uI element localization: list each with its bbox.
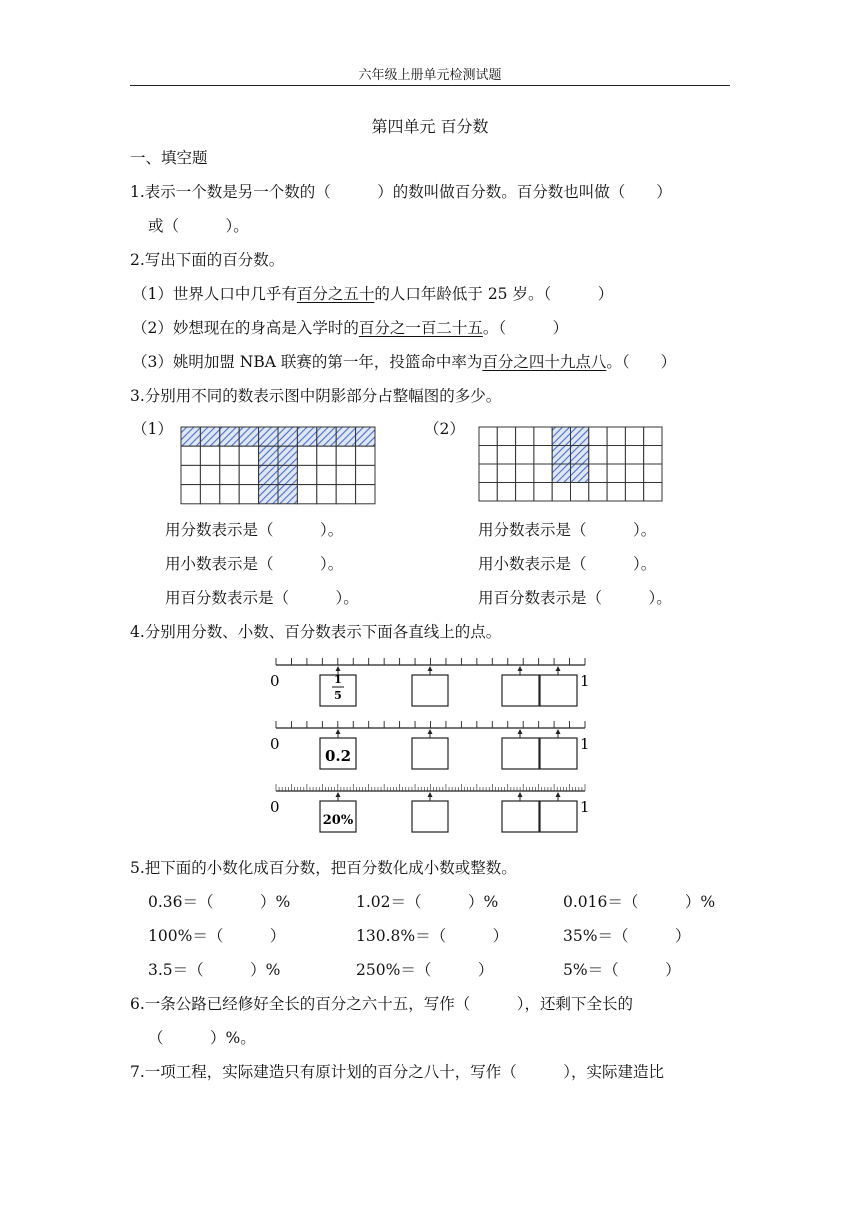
item-text: （2）妙想现在的身高是入学时的 — [132, 319, 359, 337]
grid-cell — [497, 427, 515, 446]
grid-cell — [625, 427, 643, 446]
question-2-item-1 — [132, 282, 613, 304]
zero-label: 0 — [270, 672, 280, 690]
grid-cell — [571, 483, 589, 502]
shaded-cell — [336, 427, 355, 446]
decimal-prompt-1: 用小数表示是（ ）。 — [165, 555, 344, 573]
page-title: 第四单元 百分数 — [371, 117, 489, 136]
arrow-head — [556, 792, 561, 797]
grid-cell — [336, 446, 355, 465]
grid-cell — [516, 483, 534, 502]
grid-cell — [479, 464, 497, 483]
header-rule — [130, 85, 730, 86]
conversion-item: 0.36＝（ ）% — [148, 893, 291, 911]
percent-box-text: 20% — [322, 813, 354, 828]
shaded-cell — [571, 464, 589, 483]
shaded-cell — [552, 464, 570, 483]
fraction-prompt-1: 用分数表示是（ ）。 — [165, 521, 344, 539]
one-label: 1 — [580, 672, 590, 690]
grid-cell — [297, 446, 316, 465]
grid-cell — [479, 427, 497, 446]
shaded-cell — [239, 427, 258, 446]
grid-cell — [479, 446, 497, 465]
grid-cell — [607, 483, 625, 502]
item-text: （1）世界人口中几乎有 — [132, 285, 297, 303]
shaded-cell — [278, 465, 297, 484]
grid-cell — [516, 427, 534, 446]
grid-cell — [589, 464, 607, 483]
zero-label: 0 — [270, 798, 280, 816]
conversion-item: 3.5＝（ ）% — [148, 961, 281, 979]
answer-box[interactable] — [540, 675, 577, 706]
shaded-cell — [278, 446, 297, 465]
arrow-head — [336, 729, 341, 734]
answer-box[interactable] — [412, 801, 448, 832]
conversion-item: 35%＝（ ） — [563, 927, 691, 945]
grid-cell — [534, 446, 552, 465]
grid-cell — [534, 464, 552, 483]
item-text: 。（ ） — [606, 353, 677, 371]
shaded-cell — [259, 485, 278, 504]
grid-cell — [317, 485, 336, 504]
decimal-prompt-2: 用小数表示是（ ）。 — [478, 555, 657, 573]
grid-cell — [644, 427, 662, 446]
conversion-item: 5%＝（ ） — [563, 961, 681, 979]
item-text: 。（ ） — [482, 319, 569, 337]
grid-cell — [220, 485, 239, 504]
question-5-stem: 5.把下面的小数化成百分数，把百分数化成小数或整数。 — [130, 859, 517, 877]
question-6-line-1: 6.一条公路已经修好全长的百分之六十五，写作（ ），还剩下全长的 — [130, 995, 634, 1013]
underlined-term: 百分之四十九点八 — [482, 353, 607, 371]
grid-cell — [497, 483, 515, 502]
arrow-head — [428, 792, 433, 797]
grid-cell — [356, 446, 375, 465]
one-label: 1 — [580, 735, 590, 753]
grid-cell — [181, 465, 200, 484]
grid-cell — [625, 464, 643, 483]
grid-cell — [607, 464, 625, 483]
shaded-cell — [278, 427, 297, 446]
grid-cell — [220, 465, 239, 484]
number-lines — [260, 650, 600, 840]
shaded-cell — [571, 446, 589, 465]
grid-cell — [534, 427, 552, 446]
shaded-cell — [552, 427, 570, 446]
grid-cell — [607, 446, 625, 465]
shaded-cell — [278, 485, 297, 504]
grid-cell — [317, 465, 336, 484]
decimal-box-text: 0.2 — [324, 747, 352, 765]
question-3-stem: 3.分别用不同的数表示图中阴影部分占整幅图的多少。 — [130, 387, 502, 405]
answer-box[interactable] — [502, 675, 539, 706]
grid-cell — [336, 485, 355, 504]
conversion-item: 130.8%＝（ ） — [356, 927, 509, 945]
question-2-item-3 — [132, 350, 676, 372]
grid-cell — [297, 485, 316, 504]
arrow-head — [518, 729, 523, 734]
shaded-cell — [571, 427, 589, 446]
question-4-stem: 4.分别用分数、小数、百分数表示下面各直线上的点。 — [130, 623, 502, 641]
arrow-head — [428, 666, 433, 671]
grid-cell — [589, 483, 607, 502]
shaded-cell — [317, 427, 336, 446]
conversion-item: 1.02＝（ ）% — [356, 893, 499, 911]
fraction-numerator: 1 — [334, 673, 342, 686]
answer-box[interactable] — [502, 801, 539, 832]
grid-figure-2 — [478, 426, 664, 502]
arrow-head — [518, 792, 523, 797]
section-heading: 一、填空题 — [130, 149, 208, 167]
question-7-line-1: 7.一项工程，实际建造只有原计划的百分之八十，写作（ ），实际建造比 — [130, 1063, 665, 1081]
item-text: （3）姚明加盟 NBA 联赛的第一年，投篮命中率为 — [132, 353, 483, 371]
figure-label-2: （2） — [424, 420, 465, 438]
shaded-cell — [220, 427, 239, 446]
question-1-line-1: 1.表示一个数是另一个数的（ ）的数叫做百分数。百分数也叫做（ ） — [130, 183, 672, 201]
shaded-cell — [259, 427, 278, 446]
grid-cell — [625, 483, 643, 502]
percent-prompt-2: 用百分数表示是（ ）。 — [478, 589, 672, 607]
shaded-cell — [259, 465, 278, 484]
answer-box[interactable] — [540, 738, 577, 769]
question-2-item-2 — [132, 316, 568, 338]
grid-cell — [200, 446, 219, 465]
grid-cell — [516, 464, 534, 483]
underlined-term: 百分之一百二十五 — [358, 319, 483, 337]
grid-cell — [497, 464, 515, 483]
item-text: 的人口年龄低于 25 岁。（ ） — [374, 285, 614, 303]
grid-cell — [644, 483, 662, 502]
grid-figure-1 — [180, 426, 378, 506]
answer-box[interactable] — [540, 801, 577, 832]
grid-cell — [534, 483, 552, 502]
arrow-head — [556, 666, 561, 671]
answer-box[interactable] — [412, 738, 448, 769]
zero-label: 0 — [270, 735, 280, 753]
grid-cell — [297, 465, 316, 484]
shaded-cell — [552, 446, 570, 465]
shaded-cell — [259, 446, 278, 465]
grid-cell — [607, 427, 625, 446]
conversion-item: 100%＝（ ） — [148, 927, 286, 945]
grid-cell — [181, 446, 200, 465]
figure-label-1: （1） — [132, 420, 173, 438]
grid-cell — [516, 446, 534, 465]
grid-cell — [239, 465, 258, 484]
underlined-term: 百分之五十 — [296, 285, 375, 303]
question-6-line-2: （ ）%。 — [148, 1029, 256, 1047]
percent-prompt-1: 用百分数表示是（ ）。 — [165, 589, 359, 607]
arrow-head — [518, 666, 523, 671]
shaded-cell — [297, 427, 316, 446]
grid-cell — [317, 446, 336, 465]
grid-cell — [220, 446, 239, 465]
fraction-prompt-2: 用分数表示是（ ）。 — [478, 521, 657, 539]
arrow-head — [336, 792, 341, 797]
grid-cell — [625, 446, 643, 465]
arrow-head — [428, 729, 433, 734]
grid-cell — [200, 485, 219, 504]
grid-cell — [644, 464, 662, 483]
conversion-item: 0.016＝（ ）% — [563, 893, 716, 911]
answer-box[interactable] — [502, 738, 539, 769]
shaded-cell — [200, 427, 219, 446]
arrow-head — [336, 666, 341, 671]
grid-cell — [644, 446, 662, 465]
grid-cell — [552, 483, 570, 502]
conversion-item: 250%＝（ ） — [356, 961, 494, 979]
grid-cell — [589, 427, 607, 446]
grid-cell — [181, 485, 200, 504]
arrow-head — [556, 729, 561, 734]
shaded-cell — [181, 427, 200, 446]
grid-cell — [200, 465, 219, 484]
answer-box[interactable] — [412, 675, 448, 706]
grid-cell — [336, 465, 355, 484]
grid-cell — [356, 485, 375, 504]
grid-cell — [589, 446, 607, 465]
question-2-stem: 2.写出下面的百分数。 — [130, 251, 285, 269]
fraction-denominator: 5 — [334, 689, 342, 702]
grid-cell — [479, 483, 497, 502]
grid-cell — [356, 465, 375, 484]
one-label: 1 — [580, 798, 590, 816]
shaded-cell — [356, 427, 375, 446]
grid-cell — [239, 446, 258, 465]
grid-cell — [497, 446, 515, 465]
page-header: 六年级上册单元检测试题 — [358, 68, 502, 83]
question-1-line-2: 或（ ）。 — [148, 217, 249, 235]
grid-cell — [239, 485, 258, 504]
